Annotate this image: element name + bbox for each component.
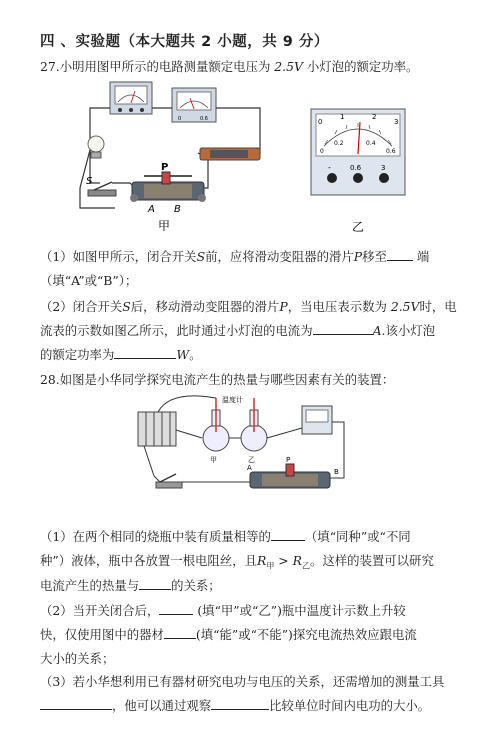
rheostat-label-B: B	[174, 204, 181, 215]
subscript-jia: 甲	[266, 561, 275, 571]
flask-label-jia: 甲	[210, 456, 217, 464]
q28-part3-line2	[40, 696, 430, 714]
rheostat-label-P-q28: P	[286, 456, 291, 464]
terminal-3: 3	[381, 164, 386, 172]
q27-part2-line2	[40, 321, 435, 339]
q28-p3-line2-text: ，他可以通过观察	[112, 698, 212, 713]
symbol-S-2: S	[122, 299, 131, 314]
symbol-S: S	[196, 249, 206, 264]
symbol-P: P	[353, 249, 363, 264]
q28-p1-line3-text2: 的关系；	[171, 578, 221, 593]
symbol-P-2: P	[279, 299, 288, 314]
section-title: 四 、实验题（本大题共 2 小题，共 9 分）	[40, 34, 329, 50]
q28-p2-text2: (填“甲”或“乙”)瓶中温度计示数上升较	[193, 603, 406, 618]
answer-blank-can[interactable]	[164, 626, 196, 639]
voltmeter-label-06: 0.6	[200, 116, 208, 122]
flask-jia-icon	[203, 398, 229, 464]
answer-blank-tool[interactable]	[40, 697, 112, 710]
q27-p1-text2: 前，应将滑动变阻器的滑片	[205, 249, 354, 264]
q27-part2-line3	[40, 345, 201, 363]
rheostat-icon-q28	[247, 456, 339, 488]
battery-pack-icon	[138, 412, 176, 446]
q27-stem-text: 27.小明用图甲所示的电路测量额定电压为	[40, 59, 275, 74]
answer-blank-observe[interactable]	[211, 697, 269, 710]
q28-p1-line2-text: 种”）液体，瓶中各放置一根电阻丝，且	[40, 553, 257, 568]
q28-p2-line2-text: 快，仅使用图中的器材	[40, 627, 164, 642]
thermometer-label: 温度计	[222, 396, 243, 404]
switch-icon-q28	[156, 474, 182, 488]
symbol-R-jia: R	[256, 553, 267, 568]
q27-stem-text-end: 小灯泡的额定功率。	[302, 59, 419, 74]
q27-p1-text4: 端	[412, 249, 430, 264]
q28-p1-line3-text: 电流产生的热量与	[40, 578, 140, 593]
ammeter-top-0: 0	[318, 118, 323, 126]
greater-than: >	[274, 553, 293, 568]
q27-p2-text2: 后，移动滑动变阻器的滑片	[130, 299, 280, 314]
answer-blank-1[interactable]	[387, 248, 413, 261]
terminal-minus: -	[328, 163, 331, 172]
symbol-R-yi: R	[292, 553, 302, 568]
q27-figure-ammeter-reading	[310, 108, 406, 236]
q28-part2-line3: 大小的关系；	[40, 651, 115, 666]
ammeter-bottom-02: 0.2	[334, 140, 344, 147]
voltmeter-icon	[172, 88, 216, 122]
q28-stem: 28.如图是小华同学探究电流产生的热量与哪些因素有关的装置：	[40, 372, 395, 387]
answer-blank-power[interactable]	[114, 346, 176, 359]
q27-p2-line2-text2: .该小灯泡	[381, 323, 436, 338]
q27-p1-text: （1）如图甲所示，闭合开关	[40, 249, 197, 264]
ammeter-bottom-0: 0	[320, 148, 324, 155]
q27-rated-voltage: 2.5V	[274, 59, 303, 74]
answer-blank-current[interactable]	[313, 322, 373, 335]
q27-p2-text: （2）闭合开关	[40, 299, 123, 314]
q27-p2-text3: ，当电压表示数为	[287, 299, 391, 314]
ammeter-top-1: 1	[340, 113, 345, 121]
terminal-06: 0.6	[350, 164, 362, 172]
q27-part1-line2: （填“A”或“B”）；	[40, 273, 138, 288]
q27-p2-text4: 时，电	[419, 299, 457, 314]
meter-icon	[302, 406, 332, 434]
figure-caption-jia: 甲	[158, 219, 171, 233]
rheostat-label-A: A	[148, 204, 155, 215]
voltage-value: 2.5V	[390, 299, 420, 314]
rheostat-icon	[130, 162, 206, 215]
q28-part1	[40, 527, 411, 545]
q28-p1-text: （1）在两个相同的烧瓶中装有质量相等的	[40, 529, 271, 544]
ammeter-top-3: 3	[394, 118, 399, 126]
rheostat-label-A-q28: A	[247, 464, 252, 472]
answer-blank-liquid[interactable]	[271, 528, 305, 541]
q27-p2-line3-text2: 。	[189, 347, 202, 362]
unit-W: W	[176, 347, 190, 362]
unit-A: A	[372, 323, 382, 338]
q28-figure-apparatus	[130, 390, 360, 510]
q28-p3-line2-text2: 比较单位时间内电功的大小。	[269, 698, 431, 713]
answer-blank-flask[interactable]	[159, 602, 193, 615]
flask-yi-icon	[241, 398, 267, 464]
q28-p2-text: （2）当开关闭合后，	[40, 603, 160, 618]
q28-p2-line2-text2: (填“能”或“不能”)探究电流热效应跟电流	[195, 627, 417, 642]
subscript-yi: 乙	[301, 561, 310, 571]
q28-part1-line2	[40, 551, 434, 571]
ammeter-icon	[110, 82, 152, 114]
q28-p1-line2-text2: 。这样的装置可以研究	[309, 553, 434, 568]
ammeter-bottom-06: 0.6	[386, 148, 396, 155]
q27-figure-circuit	[60, 78, 280, 238]
rheostat-label-B-q28: B	[334, 468, 339, 476]
q28-part3: （3）若小华想利用已有器材研究电功与电压的关系，还需增加的测量工具	[40, 674, 445, 689]
q27-part2	[40, 297, 457, 315]
figure-caption-yi: 乙	[352, 220, 365, 234]
answer-blank-relation[interactable]	[139, 577, 171, 590]
q27-p1-text3: 移至	[362, 249, 387, 264]
battery-icon	[200, 148, 260, 160]
q28-p1-text2: （填“同种”或“不同	[304, 529, 411, 544]
q27-p2-line3-text: 的额定功率为	[40, 347, 115, 362]
q28-part2-line2	[40, 625, 417, 643]
voltmeter-label-0: 0	[178, 116, 182, 122]
ammeter-top-2: 2	[372, 113, 377, 121]
ammeter-bottom-04: 0.4	[366, 140, 376, 147]
q28-part2	[40, 601, 406, 619]
q28-part1-line3	[40, 576, 221, 594]
q27-stem	[40, 57, 418, 75]
q27-part1	[40, 247, 429, 265]
rheostat-label-P: P	[161, 162, 169, 173]
switch-icon	[86, 176, 116, 196]
switch-label-S: S	[86, 176, 93, 187]
q27-p2-line2-text: 流表的示数如图乙所示，此时通过小灯泡的电流为	[40, 323, 313, 338]
flask-label-yi: 乙	[248, 456, 255, 464]
